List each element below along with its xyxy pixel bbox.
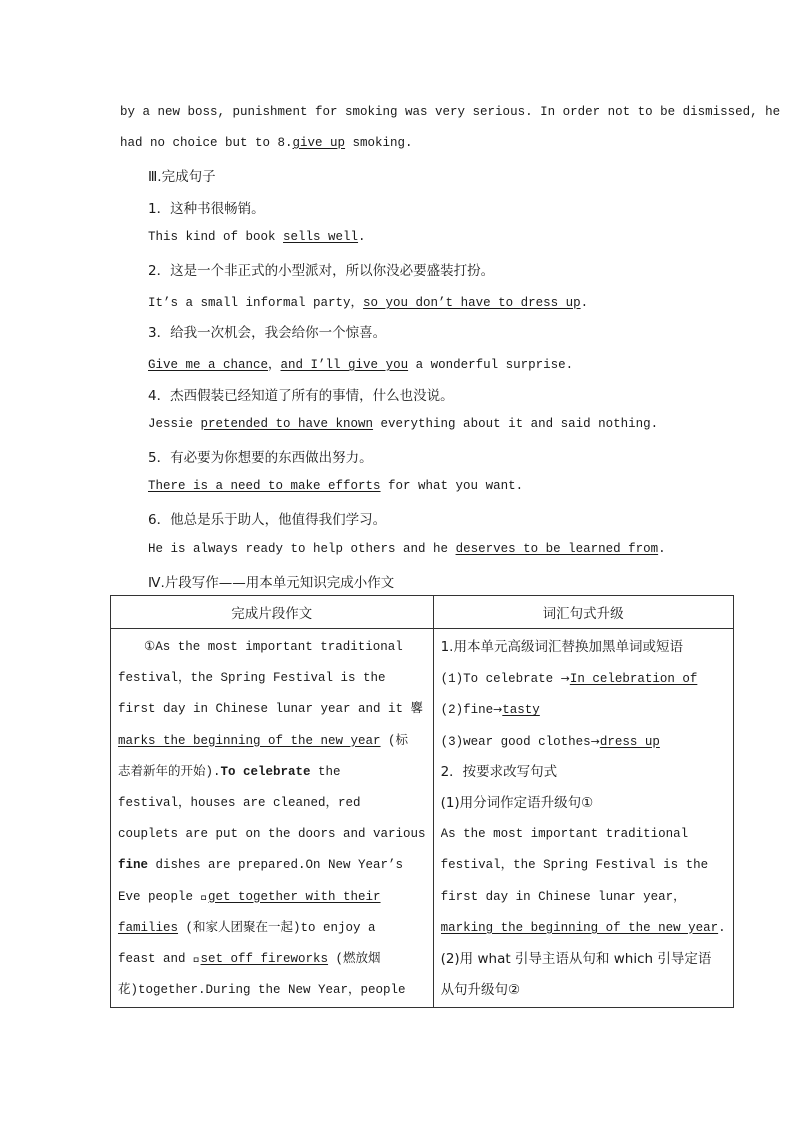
q4-text: Jessie: [148, 417, 201, 431]
left-row: [118, 913, 426, 944]
writing-table: [110, 595, 734, 1008]
intro-line-2-text: had no choice but to 8.: [120, 136, 293, 150]
q6-chinese: 6．他总是乐于助人，他值得我们学习。: [148, 512, 387, 528]
right-text: (1)To celebrate: [440, 672, 561, 687]
right-text: .: [718, 920, 726, 935]
right-row: (2)用 what 引导主语从句和 which 引导定语: [440, 950, 712, 967]
q2-english: [148, 292, 588, 310]
left-row: couplets are put on the doors and various: [118, 827, 426, 842]
q3-answer-2: and I’ll give you: [280, 358, 409, 372]
arrow-icon: →: [560, 672, 570, 686]
right-text: (2)fine: [440, 703, 494, 718]
right-row: 1.用本单元高级词汇替换加黑单词或短语: [440, 639, 683, 655]
q3-chinese: 3．给我一次机会，我会给你一个惊喜。: [148, 325, 387, 341]
left-row: [118, 882, 426, 913]
answer: marks the beginning of the new year: [118, 733, 381, 748]
left-row: festival，the Spring Festival is the: [118, 671, 386, 686]
answer: get together with their: [208, 889, 381, 904]
left-row: [118, 850, 426, 881]
q3-mid: ，: [268, 358, 281, 372]
right-text: (3)wear good clothes: [440, 734, 591, 749]
left-text: feast and 𬊻: [118, 951, 201, 966]
q2-answer: so you don’t have to dress up: [363, 296, 581, 310]
left-row: 花)together.During the New Year，people: [118, 983, 406, 998]
left-row: first day in Chinese lunar year and it 𪊲: [118, 702, 424, 717]
answer: marking the beginning of the new year: [440, 920, 719, 935]
left-text: dishes are prepared.On New Year’s: [148, 858, 404, 873]
right-row: 从句升级句②: [440, 982, 521, 999]
intro-line-2: [120, 136, 413, 150]
q3-answer-1: Give me a chance: [148, 358, 269, 372]
left-text: (燃放烟: [328, 951, 381, 966]
answer: dress up: [599, 734, 660, 749]
bold-phrase: To celebrate: [220, 764, 311, 779]
right-row: [441, 913, 726, 944]
left-text: (标: [380, 733, 409, 748]
q5-answer: There is a need to make efforts: [148, 479, 381, 493]
left-row: [118, 944, 426, 975]
upgrade-text: [435, 630, 732, 1006]
q1-answer: sells well: [283, 230, 359, 244]
right-row: [441, 726, 726, 757]
q3-tail: a wonderful surprise.: [408, 358, 574, 372]
q4-tail: everything about it and said nothing.: [373, 417, 659, 431]
q5-chinese: 5．有必要为你想要的东西做出努力。: [148, 450, 373, 466]
right-row: [441, 663, 726, 694]
q1-english: [148, 230, 366, 244]
left-text: the: [310, 764, 341, 779]
q1-text: This kind of book: [148, 230, 284, 244]
right-row: [441, 694, 726, 725]
left-row: [118, 726, 426, 757]
answer: In celebration of: [569, 672, 698, 687]
q6-english: [148, 542, 666, 556]
q4-answer: pretended to have known: [200, 417, 374, 431]
q5-tail: for what you want.: [380, 479, 524, 493]
answer: set off fireworks: [200, 951, 329, 966]
left-text: (和家人团聚在一起)to enjoy a: [178, 920, 376, 935]
q1-tail: .: [358, 230, 366, 244]
col-header-upgrade: 词汇句式升级: [433, 596, 733, 629]
right-row: 2．按要求改写句式: [440, 763, 558, 780]
section-3-title: Ⅲ.完成句子: [148, 169, 216, 185]
col-header-writing: 完成片段作文: [111, 596, 434, 629]
answer-give-up: give up: [292, 136, 346, 150]
q1-chinese: 1．这种书很畅销。: [148, 201, 265, 217]
answer: tasty: [502, 703, 540, 718]
section-4-title: Ⅳ.片段写作——用本单元知识完成小作文: [148, 575, 395, 591]
q4-chinese: 4．杰西假装已经知道了所有的事情，什么也没说。: [148, 388, 454, 404]
left-row: festival，houses are cleaned，red: [118, 795, 361, 810]
q2-chinese: 2．这是一个非正式的小型派对，所以你没必要盛装打扮。: [148, 263, 495, 279]
q3-english: [148, 354, 573, 372]
q6-text: He is always ready to help others and he: [148, 542, 456, 556]
intro-line-2-tail: smoking.: [345, 136, 413, 150]
left-row: ①As the most important traditional: [144, 640, 403, 654]
intro-line-1: by a new boss, punishment for smoking was very serious. In order not to be dismissed, he: [120, 105, 781, 119]
q4-english: [148, 417, 658, 431]
left-text: 志着新年的开始).: [118, 764, 221, 779]
q6-tail: .: [658, 542, 666, 556]
right-row: (1)用分词作定语升级句①: [440, 794, 594, 811]
right-row: first day in Chinese lunar year，: [440, 889, 686, 904]
right-row: festival，the Spring Festival is the: [440, 858, 709, 873]
answer: families: [118, 920, 179, 935]
q2-tail: .: [580, 296, 589, 310]
right-row: As the most important traditional: [440, 827, 689, 842]
writing-cell: [111, 629, 434, 1008]
arrow-icon: →: [493, 703, 503, 717]
left-row: [118, 757, 426, 788]
q5-english: [148, 479, 523, 493]
left-text: Eve people 𬁹: [118, 889, 209, 904]
writing-text: [112, 630, 432, 1006]
bold-word: fine: [118, 858, 149, 873]
q2-text: It’s a small informal party，: [148, 296, 364, 310]
q6-answer: deserves to be learned from: [455, 542, 659, 556]
upgrade-cell: [433, 629, 733, 1008]
arrow-icon: →: [590, 734, 600, 748]
